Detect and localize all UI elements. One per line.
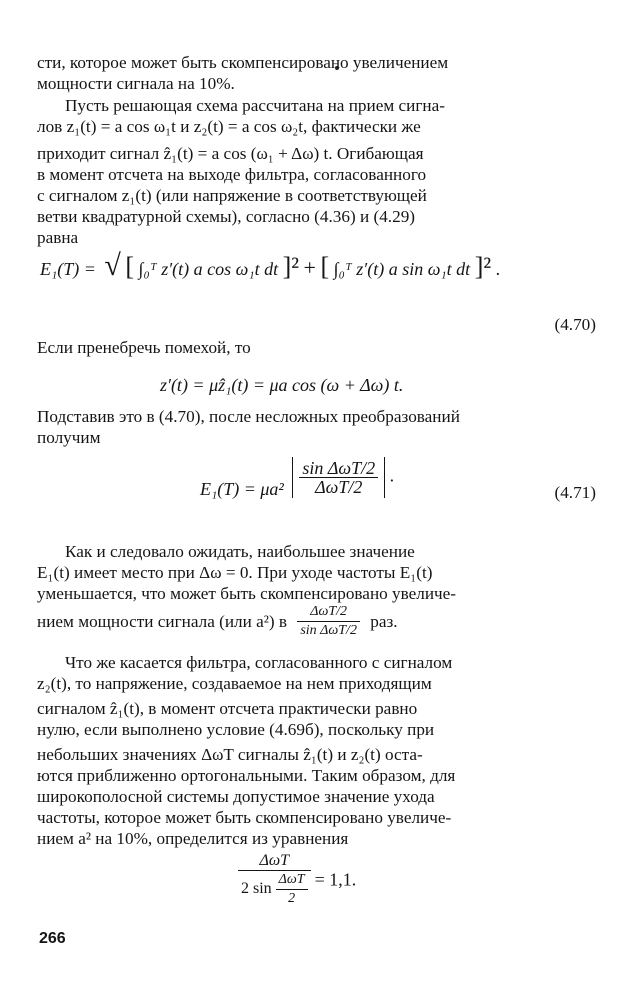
- paragraph-2: [37, 95, 597, 248]
- text-line: в момент отсчета на выходе фильтра, согласованного: [37, 165, 427, 184]
- text-line: нулю, если выполнено условие (4.69б), поскольку при: [37, 720, 435, 739]
- eq-4-71-end: .: [389, 465, 395, 486]
- text-line-suffix: раз.: [370, 612, 398, 631]
- equation-4-71: [200, 455, 394, 500]
- fraction-denominator: ΔωT/2: [315, 477, 363, 497]
- text-line: ветви квадратурной схемы), согласно (4.36) и (4.29): [37, 207, 416, 226]
- eq-4-70-term2: ∫₀ᵀ z′(t) a sin ω₁t dt: [333, 259, 471, 279]
- text-line: небольших значениях ΔωT сигналы ẑ₁(t) и z₂(t) оста-: [37, 745, 423, 764]
- paragraph-1: [37, 52, 597, 94]
- paragraph-5: [37, 541, 597, 604]
- paragraph-3: [37, 337, 597, 358]
- bracket-right-icon: ]²: [474, 252, 492, 281]
- paragraph-5-last-line: [37, 603, 398, 640]
- nested-denominator: 2: [288, 891, 296, 906]
- text-line: получим: [37, 428, 101, 447]
- text-line: Что же касается фильтра, согласованного с сигналом: [65, 653, 453, 672]
- text-line: z₂(t), то напряжение, создаваемое на нем приходящим: [37, 674, 432, 693]
- text-line: E₁(t) имеет место при Δω = 0. При уходе частоты E₁(t): [37, 563, 433, 582]
- paragraph-6: [37, 652, 597, 849]
- text-line: Как и следовало ожидать, наибольшее значение: [65, 542, 415, 561]
- eq-4-71-lhs: E₁(T) = μa²: [200, 479, 284, 499]
- denominator-prefix: 2 sin: [241, 880, 272, 898]
- text-line: широкополосной системы допустимое значение ухода: [37, 787, 435, 806]
- nested-fraction: [276, 871, 308, 908]
- eq-4-70-lhs: E₁(T) =: [40, 259, 96, 279]
- bracket-left-icon: [: [125, 252, 135, 281]
- paragraph-4: [37, 406, 597, 448]
- equation-number-4-71: (4.71): [554, 483, 596, 502]
- text-line: с сигналом z₁(t) (или напряжение в соответствующей: [37, 186, 427, 205]
- equation-substitution: z′(t) = μẑ₁(t) = μa cos (ω + Δω) t.: [160, 375, 404, 395]
- nested-numerator: ΔωT: [276, 871, 308, 890]
- fraction-numerator: ΔωT/2: [297, 603, 360, 622]
- bracket-left-icon: [: [320, 252, 330, 281]
- equation-final: [238, 852, 356, 908]
- text-line: нием a² на 10%, определится из уравнения: [37, 829, 349, 848]
- text-line: Пусть решающая схема рассчитана на прием сигна-: [65, 96, 445, 115]
- final-fraction: [238, 852, 311, 908]
- fraction-denominator: sin ΔωT/2: [300, 623, 357, 638]
- text-line: Подставив это в (4.70), после несложных преобразований: [37, 407, 460, 426]
- fraction-denominator: [238, 871, 311, 908]
- eq-4-70-end: .: [495, 259, 501, 279]
- text-line: Если пренебречь помехой, то: [37, 338, 251, 357]
- text-line: равна: [37, 228, 79, 247]
- text-line: мощности сигнала на 10%.: [37, 74, 235, 93]
- text-line-prefix: нием мощности сигнала (или a²) в: [37, 612, 288, 631]
- eq-4-70-plus: +: [303, 255, 316, 280]
- text-line: приходит сигнал ẑ₁(t) = a cos (ω₁ + Δω) t. Огибающая: [37, 144, 424, 163]
- final-rhs: = 1,1.: [314, 869, 357, 890]
- text-line: ются приближенно ортогональными. Таким образом, для: [37, 766, 456, 785]
- equation-number-4-70: (4.70): [554, 315, 596, 334]
- fraction: [299, 459, 378, 496]
- text-line: частоты, которое может быть скомпенсировано увеличе-: [37, 808, 452, 827]
- fraction-numerator: ΔωT: [238, 852, 311, 871]
- ratio-fraction: [297, 603, 360, 640]
- equation-4-70: [40, 249, 501, 282]
- text-line: лов z₁(t) = a cos ω₁t и z₂(t) = a cos ω₂t, фактически же: [37, 117, 421, 136]
- page-number: 266: [39, 930, 66, 947]
- text-line: сигналом ẑ₁(t), в момент отсчета практически равно: [37, 699, 418, 718]
- eq-4-70-term1: ∫₀ᵀ z′(t) a cos ω₁t dt: [138, 259, 279, 279]
- text-line: уменьшается, что может быть скомпенсировано увеличе-: [37, 584, 457, 603]
- abs-value-bars: [292, 457, 385, 498]
- sqrt-icon: √: [104, 249, 121, 282]
- bracket-right-icon: ]²: [282, 252, 300, 281]
- fraction-numerator: sin ΔωT/2: [299, 459, 378, 478]
- text-line: сти, которое может быть скомпенсировано увеличением: [37, 53, 449, 72]
